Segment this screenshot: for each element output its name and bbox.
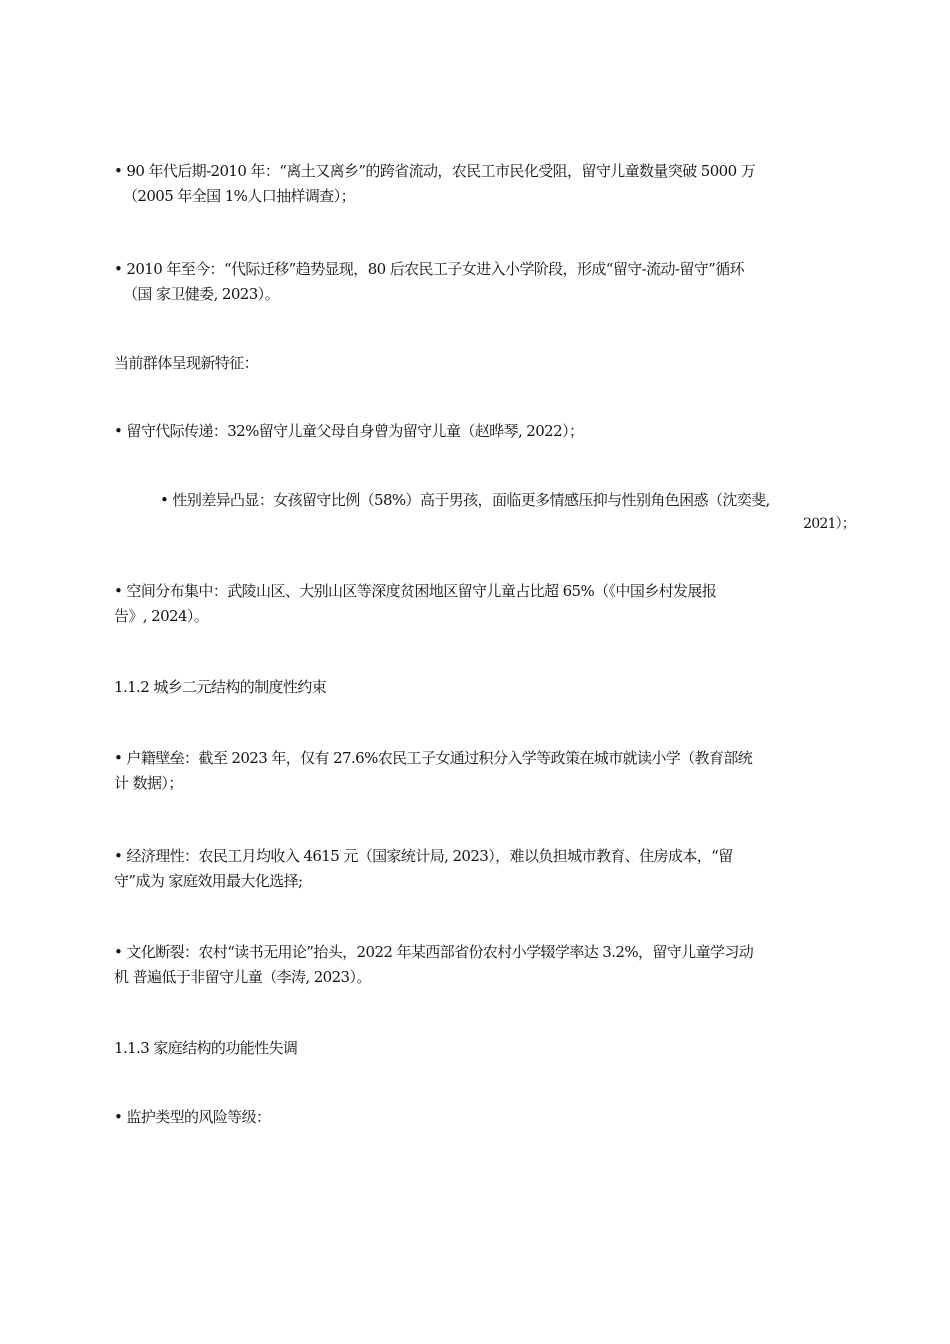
paragraph-intergenerational — [114, 419, 849, 444]
text-line: • 空间分布集中：武陵山区、大别山区等深度贫困地区留守儿童占比超 65%（《中国乡村发展报 — [114, 582, 717, 600]
paragraph-2010-now — [114, 257, 849, 307]
text-line: • 90 年代后期-2010 年：“离土又离乡”的跨省流动，农民工市民化受阻，留守儿童数量突破 5000 万 — [114, 162, 756, 180]
text-line: 守”成为 家庭效用最大化选择; — [114, 872, 303, 890]
text-line: 机 普遍低于非留守儿童（李涛, 2023）。 — [114, 968, 371, 986]
paragraph-cultural-break — [114, 940, 849, 990]
text-line: • 监护类型的风险等级： — [114, 1108, 271, 1126]
text-line: • 经济理性：农民工月均收入 4615 元（国家统计局, 2023），难以负担城市教育、住房成本，“留 — [114, 847, 733, 865]
text-line: （国 家卫健委, 2023）。 — [123, 285, 279, 303]
paragraph-guardianship-risk — [114, 1105, 849, 1130]
text-line: 2021）； — [803, 516, 855, 532]
text-line: • 2010 年至今：“代际迁移”趋势显现，80 后农民工子女进入小学阶段，形成“留守-流动-留守”循环 — [114, 260, 745, 278]
text-line: 告》, 2024）。 — [114, 607, 209, 625]
paragraph-spatial-distribution — [114, 579, 849, 629]
text-line: • 性别差异凸显：女孩留守比例（58%）高于男孩，面临更多情感压抑与性别角色困惑（沈奕斐, — [160, 491, 770, 509]
paragraph-gender-difference — [160, 488, 855, 536]
text-line: • 文化断裂：农村“读书无用论”抬头，2022 年某西部省份农村小学辍学率达 3.2%，留守儿童学习动 — [114, 943, 754, 961]
text-line: （2005 年全国 1%人口抽样调查）； — [123, 187, 356, 205]
section-heading-1-1-3: 1.1.3 家庭结构的功能性失调 — [114, 1039, 298, 1057]
section-heading-1-1-2: 1.1.2 城乡二元结构的制度性约束 — [114, 678, 327, 696]
text-line: 计 数据）； — [114, 774, 183, 792]
paragraph-new-features-intro — [114, 351, 849, 376]
text-line: • 留守代际传递：32%留守儿童父母自身曾为留守儿童（赵晔琴, 2022）； — [114, 422, 584, 440]
paragraph-1990s-2010 — [114, 159, 849, 209]
paragraph-economic-rationality — [114, 844, 849, 894]
paragraph-hukou-barrier — [114, 746, 849, 796]
text-line: • 户籍壁垒：截至 2023 年，仅有 27.6%农民工子女通过积分入学等政策在城市就读小学（教育部统 — [114, 749, 753, 767]
text-line: 当前群体呈现新特征： — [114, 354, 259, 372]
